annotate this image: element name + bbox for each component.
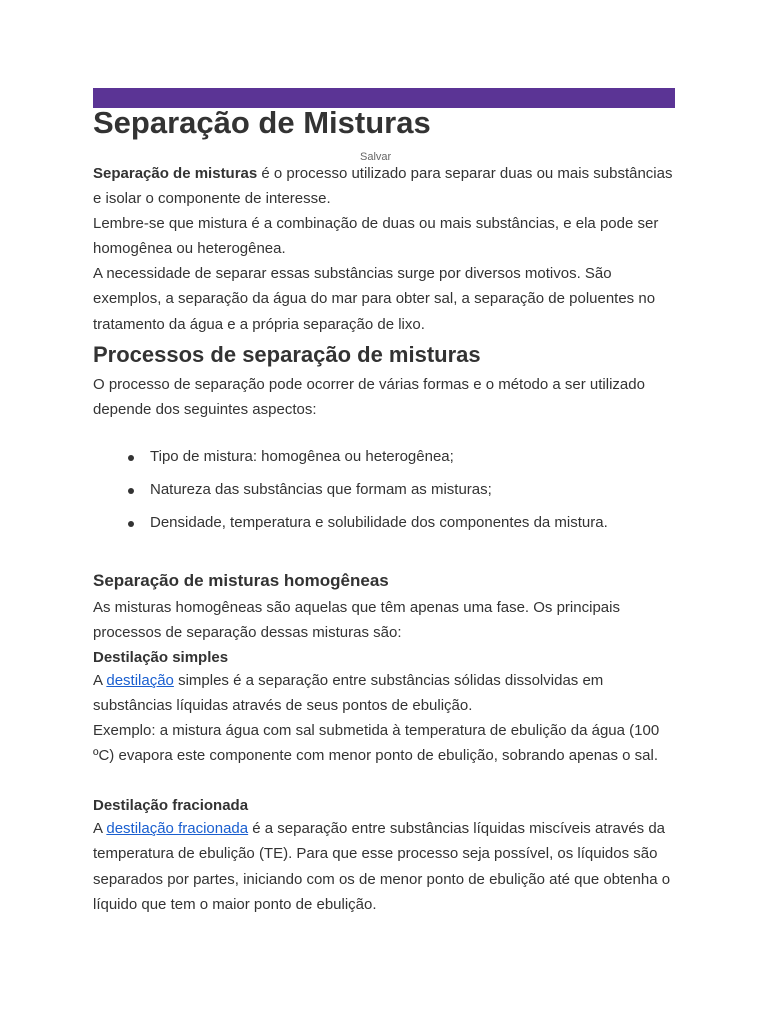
bullet-icon bbox=[128, 488, 134, 494]
list-item-text: Natureza das substâncias que formam as misturas; bbox=[150, 481, 492, 498]
page-title: Separação de Misturas bbox=[93, 105, 431, 140]
list-item bbox=[93, 444, 608, 477]
intro-paragraph-1 bbox=[93, 161, 683, 212]
save-link[interactable]: Salvar bbox=[360, 151, 392, 163]
subheading-destilacao-fracionada: Destilação fracionada bbox=[93, 797, 249, 814]
homogeneas-paragraph: As misturas homogêneas são aquelas que têm apenas uma fase. Os principais processos de separação dessas misturas são: bbox=[93, 599, 620, 642]
processos-paragraph: O processo de separação pode ocorrer de várias formas e o método a ser utilizado depende dos seguintes aspectos: bbox=[93, 376, 645, 419]
aspects-list bbox=[93, 444, 608, 543]
destilacao-fracionada-text: é a separação entre substâncias líquidas miscíveis através da temperatura de ebulição (TE). Para que esse processo seja possível, os líquidos são separados por partes, iniciando com os de menor ponto de ebulição até que obtenha o líquido que tem o maior ponto de ebulição. bbox=[93, 820, 671, 913]
destilacao-simples-text: simples é a separação entre substâncias sólidas dissolvidas em substâncias líquidas através de seus pontos de ebulição. bbox=[93, 672, 604, 715]
destilacao-simples-paragraph bbox=[93, 668, 683, 719]
intro-bold-term: Separação de misturas bbox=[93, 165, 258, 182]
list-item bbox=[93, 510, 608, 543]
destilacao-simples-prefix: A bbox=[93, 672, 107, 689]
section-heading-processos: Processos de separação de misturas bbox=[93, 342, 481, 367]
subheading-destilacao-simples: Destilação simples bbox=[93, 649, 229, 666]
destilacao-fracionada-link[interactable]: destilação fracionada bbox=[106, 820, 249, 837]
bullet-icon bbox=[128, 455, 134, 461]
intro-paragraph-2: Lembre-se que mistura é a combinação de duas ou mais substâncias, e ela pode ser homogênea ou heterogênea. bbox=[93, 215, 659, 258]
intro-paragraph-1-text: é o processo utilizado para separar duas ou mais substâncias e isolar o componente de interesse. bbox=[93, 165, 673, 208]
list-item-text: Tipo de mistura: homogênea ou heterogênea; bbox=[150, 448, 454, 465]
destilacao-fracionada-paragraph bbox=[93, 816, 683, 917]
destilacao-link[interactable]: destilação bbox=[106, 672, 174, 689]
list-item-text: Densidade, temperatura e solubilidade dos componentes da mistura. bbox=[150, 514, 608, 531]
bullet-icon bbox=[128, 521, 134, 527]
section-heading-homogeneas: Separação de misturas homogêneas bbox=[93, 571, 389, 590]
intro-paragraph-3: A necessidade de separar essas substâncias surge por diversos motivos. São exemplos, a separação da água do mar para obter sal, a separação de poluentes no tratamento da água e a própria separação de lixo. bbox=[93, 265, 656, 333]
destilacao-simples-example: Exemplo: a mistura água com sal submetida à temperatura de ebulição da água (100 ºC) evapora este componente com menor ponto de ebulição, sobrando apenas o sal. bbox=[93, 722, 660, 765]
destilacao-fracionada-prefix: A bbox=[93, 820, 107, 837]
list-item bbox=[93, 477, 608, 510]
